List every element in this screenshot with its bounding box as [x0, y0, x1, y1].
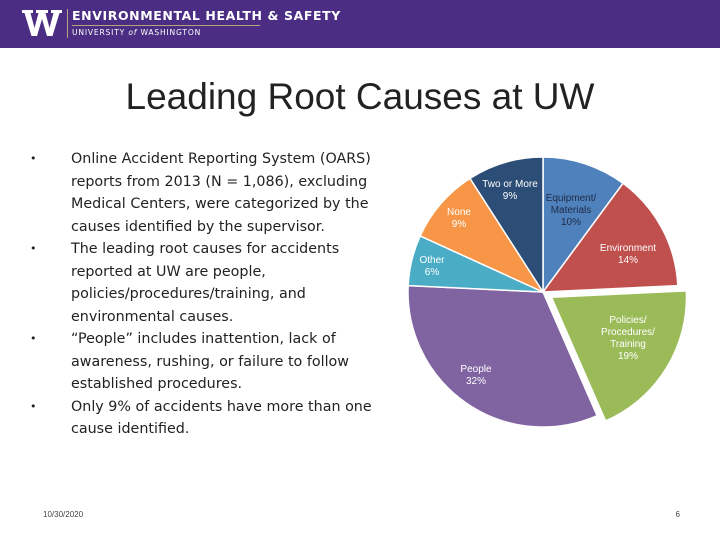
- bullet-item: [30, 238, 382, 328]
- pie-label-environment: Environment 14%: [599, 243, 657, 266]
- bullet-text: Online Accident Reporting System (OARS) reports from 2013 (N = 1,086), excluding Medical Centers, were categorized by the causes identified by the supervisor.: [71, 151, 371, 235]
- bullet-text: The leading root causes for accidents reported at UW are people, policies/procedures/training, and environmental causes.: [71, 241, 340, 325]
- slide-header: [0, 0, 720, 48]
- university-name: UNIVERSITY of WASHINGTON: [72, 28, 202, 37]
- bullet-dot: •: [30, 152, 37, 165]
- pie-label-policies-procedures-training: Policies/ Procedures/ Training 19%: [601, 315, 655, 362]
- uw-w-logo-icon: [22, 8, 62, 38]
- footer-date: 10/30/2020: [43, 510, 84, 519]
- page-number: 6: [675, 510, 680, 519]
- bullet-dot: •: [30, 242, 37, 255]
- header-rule: [72, 25, 260, 26]
- pie-label-none: None 9%: [447, 207, 471, 230]
- pie-label-people: People 32%: [460, 364, 492, 387]
- bullet-dot: •: [30, 332, 37, 345]
- pie-label-two-or-more: Two or More 9%: [482, 179, 538, 202]
- bullet-text: “People” includes inattention, lack of awareness, rushing, or failure to follow established procedures.: [71, 331, 350, 392]
- pie-label-equipment-materials: Equipment/ Materials 10%: [545, 193, 597, 228]
- bullet-item: [30, 148, 382, 238]
- logo-divider: [67, 9, 68, 38]
- bullet-item: [30, 396, 382, 441]
- bullet-list: [30, 148, 382, 441]
- bullet-dot: •: [30, 399, 37, 413]
- pie-label-other: Other 6%: [419, 255, 445, 278]
- bullet-text: Only 9% of accidents have more than one cause identified.: [71, 398, 372, 437]
- root-cause-pie-chart: [380, 130, 720, 450]
- bullet-item: [30, 328, 382, 396]
- slide-title: Leading Root Causes at UW: [125, 76, 595, 117]
- unit-name: ENVIRONMENTAL HEALTH & SAFETY: [72, 8, 341, 23]
